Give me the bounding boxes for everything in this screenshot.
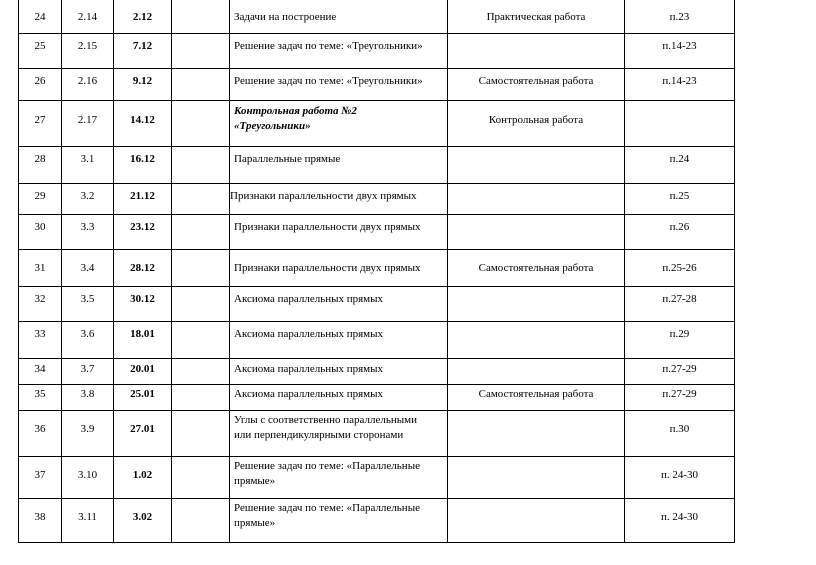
lesson-code: 3.11	[62, 499, 114, 543]
table-row	[19, 250, 735, 287]
lesson-topic-line: прямые»	[234, 475, 276, 487]
lesson-plan-table	[18, 0, 735, 543]
lesson-code: 2.16	[62, 69, 114, 101]
empty-cell	[172, 69, 230, 101]
textbook-reference: п.26	[625, 215, 735, 250]
empty-cell	[172, 287, 230, 322]
lesson-topic: Параллельные прямые	[230, 147, 448, 184]
lesson-date: 28.12	[114, 250, 172, 287]
empty-cell	[172, 322, 230, 359]
row-number: 33	[19, 322, 62, 359]
work-type	[448, 147, 625, 184]
row-number: 34	[19, 359, 62, 385]
textbook-reference: п.29	[625, 322, 735, 359]
empty-cell	[172, 147, 230, 184]
textbook-reference: п. 24-30	[625, 457, 735, 499]
lesson-code: 3.3	[62, 215, 114, 250]
textbook-reference: п.27-29	[625, 359, 735, 385]
lesson-date: 18.01	[114, 322, 172, 359]
empty-cell	[172, 385, 230, 411]
lesson-code: 3.7	[62, 359, 114, 385]
row-number: 31	[19, 250, 62, 287]
work-type: Практическая работа	[448, 0, 625, 34]
table-row	[19, 34, 735, 69]
textbook-reference: п.14-23	[625, 69, 735, 101]
lesson-topic	[230, 411, 448, 457]
lesson-topic: Признаки параллельности двух прямых	[230, 250, 448, 287]
lesson-code: 3.9	[62, 411, 114, 457]
table-row	[19, 457, 735, 499]
lesson-date: 1.02	[114, 457, 172, 499]
lesson-topic: Решение задач по теме: «Треугольники»	[230, 69, 448, 101]
lesson-topic: Аксиома параллельных прямых	[230, 359, 448, 385]
lesson-date: 16.12	[114, 147, 172, 184]
lesson-code: 3.10	[62, 457, 114, 499]
row-number: 32	[19, 287, 62, 322]
row-number: 26	[19, 69, 62, 101]
lesson-date: 2.12	[114, 0, 172, 34]
row-number: 27	[19, 101, 62, 147]
empty-cell	[172, 499, 230, 543]
lesson-code: 2.17	[62, 101, 114, 147]
lesson-topic-line: или перпендикулярными сторонами	[234, 429, 404, 441]
table-row	[19, 69, 735, 101]
lesson-topic: Решение задач по теме: «Треугольники»	[230, 34, 448, 69]
textbook-reference: п.25-26	[625, 250, 735, 287]
work-type	[448, 457, 625, 499]
lesson-code: 3.4	[62, 250, 114, 287]
table-row	[19, 385, 735, 411]
row-number: 25	[19, 34, 62, 69]
empty-cell	[172, 215, 230, 250]
table-row	[19, 287, 735, 322]
work-type	[448, 359, 625, 385]
row-number: 38	[19, 499, 62, 543]
work-type	[448, 499, 625, 543]
lesson-date: 3.02	[114, 499, 172, 543]
empty-cell	[172, 0, 230, 34]
textbook-reference: п.27-28	[625, 287, 735, 322]
table-row	[19, 215, 735, 250]
empty-cell	[172, 101, 230, 147]
lesson-topic: Признаки параллельности двух прямых	[230, 215, 448, 250]
textbook-reference: п.27-29	[625, 385, 735, 411]
lesson-topic-line: Решение задач по теме: «Параллельные	[234, 502, 420, 514]
row-number: 36	[19, 411, 62, 457]
lesson-topic: Задачи на построение	[230, 0, 448, 34]
work-type	[448, 411, 625, 457]
empty-cell	[172, 34, 230, 69]
textbook-reference: п.14-23	[625, 34, 735, 69]
table-row	[19, 411, 735, 457]
work-type	[448, 322, 625, 359]
lesson-code: 3.1	[62, 147, 114, 184]
lesson-topic	[230, 499, 448, 543]
lesson-topic-line: прямые»	[234, 517, 276, 529]
row-number: 30	[19, 215, 62, 250]
lesson-date: 9.12	[114, 69, 172, 101]
empty-cell	[172, 184, 230, 215]
lesson-code: 3.8	[62, 385, 114, 411]
work-type	[448, 287, 625, 322]
lesson-date: 23.12	[114, 215, 172, 250]
empty-cell	[172, 457, 230, 499]
table-row	[19, 147, 735, 184]
textbook-reference: п.24	[625, 147, 735, 184]
row-number: 35	[19, 385, 62, 411]
lesson-topic	[230, 101, 448, 147]
lesson-topic: Аксиома параллельных прямых	[230, 385, 448, 411]
work-type: Самостоятельная работа	[448, 69, 625, 101]
lesson-date: 30.12	[114, 287, 172, 322]
lesson-topic-line: «Треугольники»	[234, 120, 311, 132]
textbook-reference: п.30	[625, 411, 735, 457]
empty-cell	[172, 250, 230, 287]
lesson-code: 3.6	[62, 322, 114, 359]
empty-cell	[172, 411, 230, 457]
table-row	[19, 322, 735, 359]
work-type	[448, 34, 625, 69]
textbook-reference: п.25	[625, 184, 735, 215]
row-number: 24	[19, 0, 62, 34]
work-type: Самостоятельная работа	[448, 385, 625, 411]
table-row	[19, 0, 735, 34]
work-type: Контрольная работа	[448, 101, 625, 147]
lesson-topic: Аксиома параллельных прямых	[230, 322, 448, 359]
lesson-date: 20.01	[114, 359, 172, 385]
work-type	[448, 184, 625, 215]
lesson-date: 27.01	[114, 411, 172, 457]
textbook-reference: п.23	[625, 0, 735, 34]
row-number: 29	[19, 184, 62, 215]
lesson-code: 3.5	[62, 287, 114, 322]
lesson-topic	[230, 457, 448, 499]
row-number: 37	[19, 457, 62, 499]
lesson-code: 2.15	[62, 34, 114, 69]
lesson-topic-line: Углы с соответственно параллельными	[234, 414, 417, 426]
table-row	[19, 101, 735, 147]
lesson-topic: Аксиома параллельных прямых	[230, 287, 448, 322]
lesson-date: 21.12	[114, 184, 172, 215]
table-row	[19, 184, 735, 215]
empty-cell	[172, 359, 230, 385]
work-type	[448, 215, 625, 250]
table-row	[19, 499, 735, 543]
lesson-topic-line: Контрольная работа №2	[234, 105, 357, 117]
textbook-reference	[625, 101, 735, 147]
lesson-code: 2.14	[62, 0, 114, 34]
table-row	[19, 359, 735, 385]
textbook-reference: п. 24-30	[625, 499, 735, 543]
lesson-code: 3.2	[62, 184, 114, 215]
lesson-date: 25.01	[114, 385, 172, 411]
lesson-date: 14.12	[114, 101, 172, 147]
lesson-date: 7.12	[114, 34, 172, 69]
work-type: Самостоятельная работа	[448, 250, 625, 287]
row-number: 28	[19, 147, 62, 184]
lesson-topic-line: Решение задач по теме: «Параллельные	[234, 460, 420, 472]
lesson-topic: Признаки параллельности двух прямых	[230, 184, 448, 215]
